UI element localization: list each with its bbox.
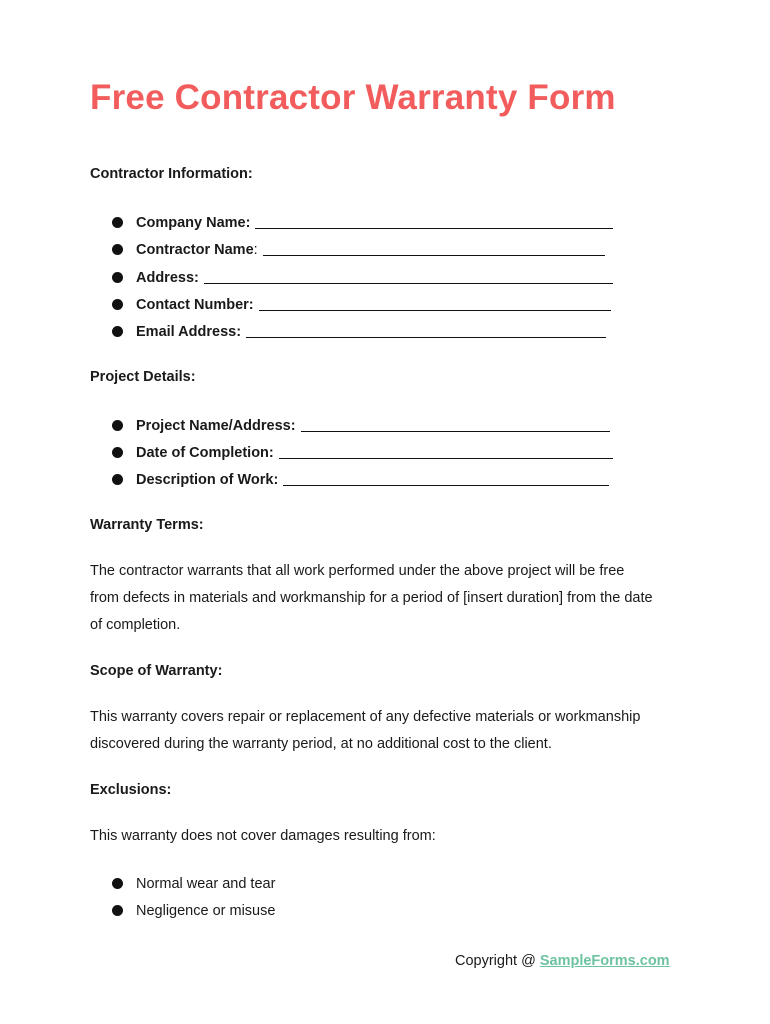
email-address-label: Email Address: bbox=[136, 324, 242, 340]
scope-of-warranty-paragraph bbox=[90, 704, 690, 758]
project-details-heading: Project Details: bbox=[90, 369, 196, 385]
contractor-name-label: Contractor Name bbox=[136, 242, 254, 258]
company-name-field bbox=[112, 211, 613, 231]
contact-number-field bbox=[112, 293, 611, 313]
bullet-icon bbox=[112, 244, 123, 255]
exclusion-item-label: Normal wear and tear bbox=[136, 876, 276, 892]
company-name-label: Company Name: bbox=[136, 215, 251, 231]
bullet-icon bbox=[112, 474, 123, 485]
copyright-footer bbox=[455, 953, 670, 969]
sampleforms-link[interactable]: SampleForms.com bbox=[539, 953, 670, 969]
contractor-name-input-line[interactable] bbox=[263, 241, 605, 256]
warranty-terms-line-2: from defects in materials and workmanship for a period of [insert duration] from the date bbox=[90, 590, 653, 606]
date-of-completion-label: Date of Completion: bbox=[136, 445, 274, 461]
bullet-icon bbox=[112, 326, 123, 337]
bullet-icon bbox=[112, 905, 123, 916]
address-field bbox=[112, 266, 613, 286]
date-of-completion-input-line[interactable] bbox=[279, 444, 613, 459]
project-name-field bbox=[112, 414, 610, 434]
warranty-terms-line-1: The contractor warrants that all work performed under the above project will be free bbox=[90, 563, 625, 579]
contact-number-input-line[interactable] bbox=[259, 296, 611, 311]
email-address-input-line[interactable] bbox=[246, 323, 606, 338]
exclusion-item bbox=[112, 872, 275, 892]
email-address-field bbox=[112, 320, 606, 340]
warranty-terms-heading: Warranty Terms: bbox=[90, 517, 204, 533]
project-name-label: Project Name/Address: bbox=[136, 418, 296, 434]
project-name-input-line[interactable] bbox=[301, 417, 610, 432]
address-label: Address: bbox=[136, 270, 199, 286]
contractor-name-field bbox=[112, 238, 605, 258]
bullet-icon bbox=[112, 420, 123, 431]
warranty-terms-paragraph bbox=[90, 558, 690, 639]
scope-line-1: This warranty covers repair or replacement of any defective materials or workmanship bbox=[90, 709, 641, 725]
scope-of-warranty-heading: Scope of Warranty: bbox=[90, 663, 223, 679]
exclusion-item bbox=[112, 899, 275, 919]
warranty-terms-line-3: of completion. bbox=[90, 617, 181, 633]
contact-number-label: Contact Number: bbox=[136, 297, 254, 313]
contractor-name-colon: : bbox=[253, 242, 258, 258]
copyright-prefix: Copyright @ bbox=[455, 953, 540, 969]
bullet-icon bbox=[112, 272, 123, 283]
bullet-icon bbox=[112, 299, 123, 310]
bullet-icon bbox=[112, 447, 123, 458]
bullet-icon bbox=[112, 217, 123, 228]
bullet-icon bbox=[112, 878, 123, 889]
description-of-work-label: Description of Work: bbox=[136, 472, 279, 488]
exclusions-heading: Exclusions: bbox=[90, 782, 172, 798]
exclusions-intro: This warranty does not cover damages resulting from: bbox=[90, 828, 436, 844]
company-name-input-line[interactable] bbox=[255, 214, 613, 229]
contractor-info-heading: Contractor Information: bbox=[90, 166, 253, 182]
description-of-work-input-line[interactable] bbox=[283, 471, 609, 486]
exclusion-item-label: Negligence or misuse bbox=[136, 903, 276, 919]
page-title: Free Contractor Warranty Form bbox=[90, 78, 616, 117]
scope-line-2: discovered during the warranty period, at no additional cost to the client. bbox=[90, 736, 552, 752]
description-of-work-field bbox=[112, 468, 609, 488]
address-input-line[interactable] bbox=[204, 269, 613, 284]
date-of-completion-field bbox=[112, 441, 613, 461]
